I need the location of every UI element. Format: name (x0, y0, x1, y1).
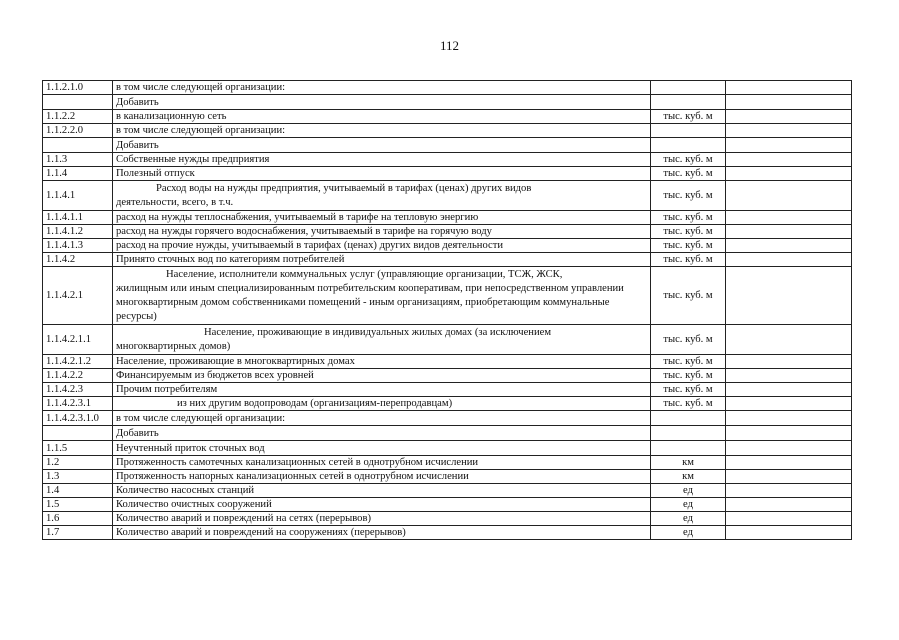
row-value[interactable] (726, 484, 852, 498)
table-row (43, 526, 852, 540)
row-code: 1.1.4.2.1.2 (43, 355, 113, 369)
row-code: 1.1.4.1 (43, 181, 113, 211)
table-row (43, 325, 852, 355)
row-code: 1.7 (43, 526, 113, 540)
row-code: 1.2 (43, 456, 113, 470)
row-value[interactable] (726, 225, 852, 239)
row-unit: тыс. куб. м (651, 110, 726, 124)
row-value[interactable] (726, 211, 852, 225)
row-name: из них другим водопроводам (организациям-перепродавцам) (113, 397, 651, 411)
row-unit: тыс. куб. м (651, 253, 726, 267)
row-value[interactable] (726, 138, 852, 153)
row-name-line: жилищным или иным специализированным потребительским кооперативам, при непосредственном управлении многоквартирным домом собственниками помещений - иным организациям, приобретающим коммунальные ресурсы) (116, 283, 624, 322)
table-row (43, 167, 852, 181)
row-value[interactable] (726, 526, 852, 540)
row-code: 1.6 (43, 512, 113, 526)
row-value[interactable] (726, 181, 852, 211)
row-name-line: многоквартирных домов) (116, 341, 231, 352)
row-unit (651, 81, 726, 95)
row-value[interactable] (726, 267, 852, 325)
row-name (113, 325, 651, 355)
row-name-line: Население, исполнители коммунальных услуг (управляющие организации, ТСЖ, ЖСК, (166, 269, 563, 280)
row-code: 1.1.4.2.2 (43, 369, 113, 383)
row-name: в том числе следующей организации: (113, 124, 651, 138)
row-unit: ед (651, 484, 726, 498)
table-row (43, 239, 852, 253)
row-code: 1.1.4.2.3.1 (43, 397, 113, 411)
row-code: 1.1.4.2.1.1 (43, 325, 113, 355)
row-code: 1.5 (43, 498, 113, 512)
row-code: 1.1.3 (43, 153, 113, 167)
row-name: Полезный отпуск (113, 167, 651, 181)
table-row (43, 512, 852, 526)
row-name: Прочим потребителям (113, 383, 651, 397)
row-unit: тыс. куб. м (651, 355, 726, 369)
row-unit: тыс. куб. м (651, 397, 726, 411)
add-row-link[interactable]: Добавить (113, 426, 651, 441)
row-unit: км (651, 470, 726, 484)
table-row (43, 355, 852, 369)
row-name: Количество аварий и повреждений на сетях (перерывов) (113, 512, 651, 526)
row-value[interactable] (726, 81, 852, 95)
table-row (43, 426, 852, 441)
row-unit: тыс. куб. м (651, 167, 726, 181)
row-name: Количество очистных сооружений (113, 498, 651, 512)
table-row (43, 484, 852, 498)
row-unit: тыс. куб. м (651, 153, 726, 167)
table-row (43, 411, 852, 426)
row-name: в канализационную сеть (113, 110, 651, 124)
row-code: 1.1.2.1.0 (43, 81, 113, 95)
row-name-line: Расход воды на нужды предприятия, учитываемый в тарифах (ценах) других видов (156, 183, 532, 194)
row-unit: тыс. куб. м (651, 369, 726, 383)
row-value[interactable] (726, 167, 852, 181)
row-unit: км (651, 456, 726, 470)
row-code: 1.3 (43, 470, 113, 484)
table-row (43, 397, 852, 411)
row-name: Количество насосных станций (113, 484, 651, 498)
row-value[interactable] (726, 253, 852, 267)
row-value[interactable] (726, 153, 852, 167)
row-unit: ед (651, 498, 726, 512)
table-row (43, 498, 852, 512)
row-value[interactable] (726, 397, 852, 411)
add-row-link[interactable]: Добавить (113, 95, 651, 110)
table-row (43, 211, 852, 225)
row-name: Протяженность напорных канализационных сетей в однотрубном исчислении (113, 470, 651, 484)
row-code: 1.1.4.2.3 (43, 383, 113, 397)
row-unit: тыс. куб. м (651, 383, 726, 397)
row-unit: тыс. куб. м (651, 325, 726, 355)
row-value[interactable] (726, 441, 852, 456)
row-unit (651, 124, 726, 138)
table-row (43, 383, 852, 397)
row-unit (651, 411, 726, 426)
row-code: 1.1.4.1.2 (43, 225, 113, 239)
row-value[interactable] (726, 426, 852, 441)
row-name (113, 181, 651, 211)
table-row (43, 153, 852, 167)
row-name (113, 267, 651, 325)
row-code: 1.1.5 (43, 441, 113, 456)
row-value[interactable] (726, 355, 852, 369)
row-value[interactable] (726, 512, 852, 526)
row-unit: тыс. куб. м (651, 239, 726, 253)
row-name: Неучтенный приток сточных вод (113, 441, 651, 456)
row-code (43, 95, 113, 110)
row-unit: тыс. куб. м (651, 225, 726, 239)
row-value[interactable] (726, 456, 852, 470)
row-value[interactable] (726, 411, 852, 426)
row-name: в том числе следующей организации: (113, 411, 651, 426)
row-value[interactable] (726, 369, 852, 383)
row-name: Количество аварий и повреждений на сооружениях (перерывов) (113, 526, 651, 540)
row-name-line: Население, проживающие в индивидуальных жилых домах (за исключением (204, 327, 552, 338)
row-value[interactable] (726, 95, 852, 110)
table-row (43, 124, 852, 138)
row-code: 1.1.4.2.3.1.0 (43, 411, 113, 426)
row-value[interactable] (726, 110, 852, 124)
add-row-link[interactable]: Добавить (113, 138, 651, 153)
row-unit: ед (651, 526, 726, 540)
row-name: Население, проживающие в многоквартирных домах (113, 355, 651, 369)
row-code: 1.4 (43, 484, 113, 498)
table-row (43, 138, 852, 153)
table-row (43, 81, 852, 95)
table-row (43, 225, 852, 239)
row-name: Финансируемым из бюджетов всех уровней (113, 369, 651, 383)
row-unit: тыс. куб. м (651, 211, 726, 225)
table-row (43, 253, 852, 267)
row-unit (651, 95, 726, 110)
page-number: 112 (439, 38, 460, 53)
row-code: 1.1.4.2.1 (43, 267, 113, 325)
row-name: Собственные нужды предприятия (113, 153, 651, 167)
row-unit (651, 426, 726, 441)
row-value[interactable] (726, 124, 852, 138)
row-code: 1.1.2.2.0 (43, 124, 113, 138)
table-row (43, 110, 852, 124)
row-value[interactable] (726, 383, 852, 397)
table-row (43, 95, 852, 110)
row-name: расход на прочие нужды, учитываемый в тарифах (ценах) других видов деятельности (113, 239, 651, 253)
row-code: 1.1.2.2 (43, 110, 113, 124)
row-name: Протяженность самотечных канализационных сетей в однотрубном исчислении (113, 456, 651, 470)
row-unit (651, 138, 726, 153)
row-unit: тыс. куб. м (651, 267, 726, 325)
table-row (43, 369, 852, 383)
row-name-line: деятельности, всего, в т.ч. (116, 197, 234, 208)
row-code: 1.1.4.2 (43, 253, 113, 267)
row-name: в том числе следующей организации: (113, 81, 651, 95)
row-code (43, 426, 113, 441)
row-unit (651, 441, 726, 456)
row-unit: ед (651, 512, 726, 526)
row-name: Принято сточных вод по категориям потребителей (113, 253, 651, 267)
row-unit: тыс. куб. м (651, 181, 726, 211)
row-value[interactable] (726, 325, 852, 355)
table-row (43, 267, 852, 325)
row-name: расход на нужды горячего водоснабжения, учитываемый в тарифе на горячую воду (113, 225, 651, 239)
table-row (43, 181, 852, 211)
row-code: 1.1.4 (43, 167, 113, 181)
indicators-table (42, 80, 852, 540)
row-value[interactable] (726, 498, 852, 512)
row-code (43, 138, 113, 153)
row-value[interactable] (726, 470, 852, 484)
row-value[interactable] (726, 239, 852, 253)
table-row (43, 441, 852, 456)
row-name: расход на нужды теплоснабжения, учитываемый в тарифе на тепловую энергию (113, 211, 651, 225)
table-row (43, 470, 852, 484)
row-code: 1.1.4.1.1 (43, 211, 113, 225)
table-row (43, 456, 852, 470)
row-code: 1.1.4.1.3 (43, 239, 113, 253)
